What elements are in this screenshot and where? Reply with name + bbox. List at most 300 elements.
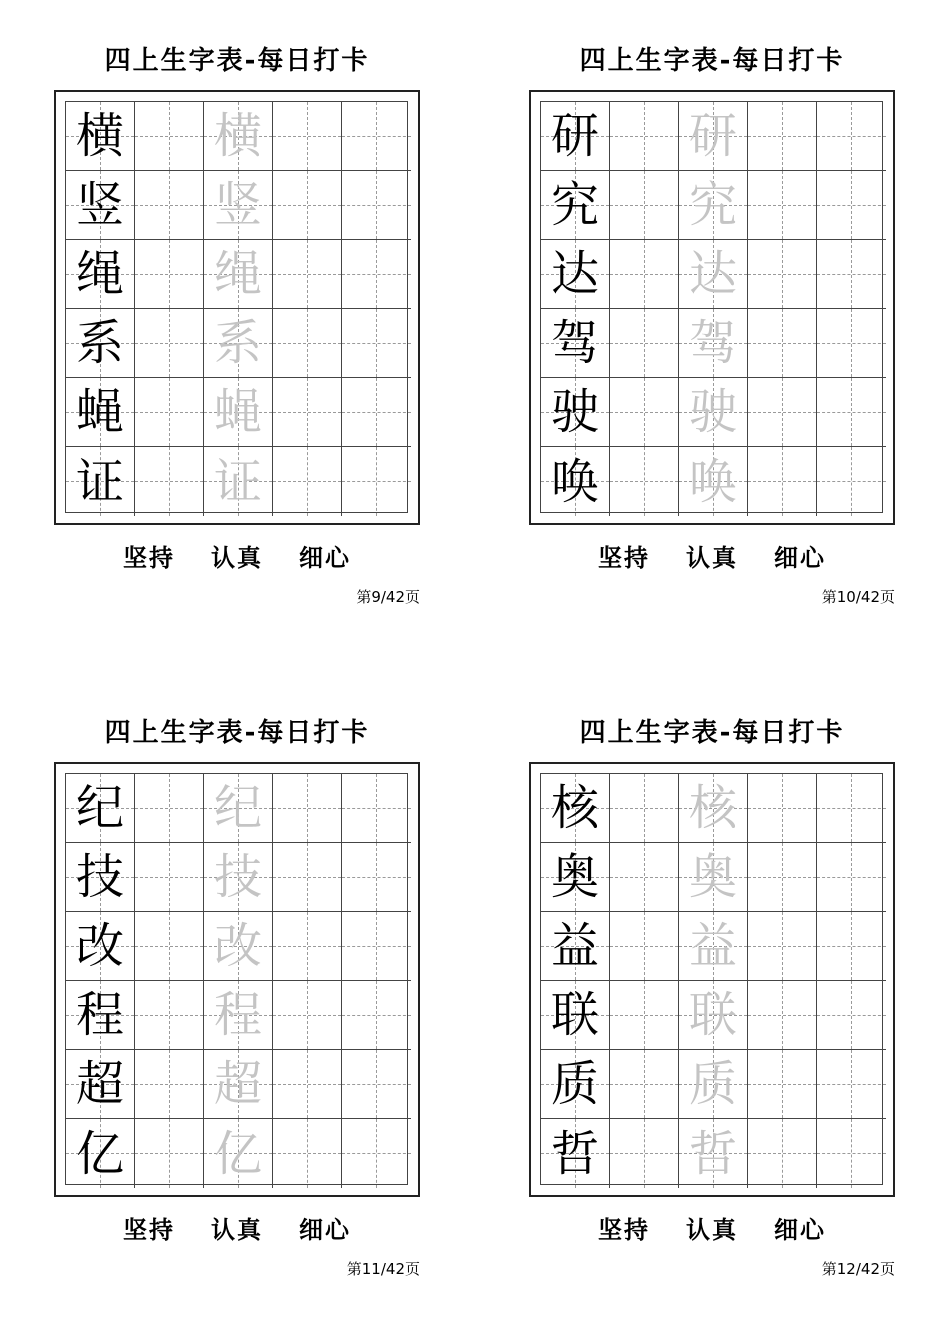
- blank-practice-cell: [135, 378, 204, 447]
- guide-line-horizontal: [817, 808, 886, 809]
- blank-practice-cell: [748, 447, 817, 516]
- blank-practice-cell: [135, 1050, 204, 1119]
- model-character: 程: [75, 987, 124, 1043]
- grid-row: [541, 240, 882, 309]
- model-character: 技: [75, 849, 124, 905]
- guide-line-horizontal: [748, 412, 816, 413]
- practice-sheet: [54, 0, 420, 606]
- model-character: 达: [550, 246, 599, 302]
- blank-practice-cell: [610, 378, 679, 447]
- guide-line-horizontal: [273, 1153, 341, 1154]
- blank-practice-cell: [342, 309, 411, 378]
- motto-word: 认真: [211, 1216, 263, 1244]
- blank-practice-cell: [748, 774, 817, 843]
- trace-character: 唤: [688, 453, 737, 510]
- guide-line-horizontal: [273, 274, 341, 275]
- blank-practice-cell: [135, 171, 204, 240]
- model-cell: [541, 912, 610, 981]
- trace-cell: [679, 309, 748, 378]
- model-cell: [66, 309, 135, 378]
- blank-practice-cell: [135, 843, 204, 912]
- trace-cell: [204, 912, 273, 981]
- grid-row: [66, 309, 407, 378]
- model-cell: [541, 843, 610, 912]
- blank-practice-cell: [817, 447, 886, 516]
- blank-practice-cell: [610, 447, 679, 516]
- trace-cell: [679, 171, 748, 240]
- grid-row: [66, 1119, 407, 1188]
- trace-cell: [679, 912, 748, 981]
- guide-line-horizontal: [342, 274, 411, 275]
- grid-row: [66, 240, 407, 309]
- guide-line-horizontal: [748, 481, 816, 482]
- trace-cell: [679, 774, 748, 843]
- blank-practice-cell: [273, 378, 342, 447]
- blank-practice-cell: [817, 843, 886, 912]
- guide-line-horizontal: [817, 412, 886, 413]
- guide-line-horizontal: [748, 946, 816, 947]
- trace-character: 究: [688, 177, 737, 233]
- guide-line-horizontal: [135, 1153, 203, 1154]
- guide-line-horizontal: [610, 343, 678, 344]
- practice-sheet: [529, 672, 895, 1278]
- sheet-title: 四上生字表-每日打卡: [104, 46, 370, 76]
- guide-line-horizontal: [817, 481, 886, 482]
- guide-line-horizontal: [273, 946, 341, 947]
- blank-practice-cell: [817, 240, 886, 309]
- guide-line-horizontal: [342, 1015, 411, 1016]
- trace-character: 质: [688, 1056, 737, 1112]
- guide-line-horizontal: [273, 412, 341, 413]
- practice-grid: [65, 101, 408, 513]
- trace-cell: [679, 447, 748, 516]
- blank-practice-cell: [273, 309, 342, 378]
- model-cell: [66, 171, 135, 240]
- blank-practice-cell: [610, 171, 679, 240]
- model-character: 改: [75, 918, 124, 974]
- trace-character: 联: [688, 987, 737, 1043]
- blank-practice-cell: [135, 102, 204, 171]
- trace-cell: [204, 171, 273, 240]
- grid-row: [541, 1050, 882, 1119]
- guide-line-horizontal: [817, 205, 886, 206]
- grid-row: [66, 102, 407, 171]
- grid-row: [541, 309, 882, 378]
- model-character: 奥: [550, 849, 599, 905]
- blank-practice-cell: [273, 240, 342, 309]
- model-character: 系: [75, 315, 124, 371]
- practice-sheet: [54, 672, 420, 1278]
- guide-line-horizontal: [748, 1084, 816, 1085]
- motto-word: 坚持: [598, 1216, 650, 1244]
- blank-practice-cell: [273, 774, 342, 843]
- blank-practice-cell: [135, 981, 204, 1050]
- guide-line-horizontal: [273, 808, 341, 809]
- guide-line-horizontal: [610, 481, 678, 482]
- model-cell: [541, 309, 610, 378]
- guide-line-horizontal: [273, 136, 341, 137]
- blank-practice-cell: [817, 1119, 886, 1188]
- blank-practice-cell: [273, 843, 342, 912]
- blank-practice-cell: [817, 171, 886, 240]
- guide-line-horizontal: [748, 1015, 816, 1016]
- model-character: 驾: [550, 315, 599, 371]
- guide-line-horizontal: [610, 877, 678, 878]
- blank-practice-cell: [817, 1050, 886, 1119]
- trace-cell: [679, 378, 748, 447]
- blank-practice-cell: [748, 912, 817, 981]
- trace-cell: [204, 102, 273, 171]
- grid-row: [66, 447, 407, 516]
- grid-row: [66, 843, 407, 912]
- model-cell: [66, 240, 135, 309]
- guide-line-horizontal: [273, 343, 341, 344]
- guide-line-horizontal: [342, 877, 411, 878]
- practice-grid-frame: [54, 90, 420, 525]
- blank-practice-cell: [135, 1119, 204, 1188]
- practice-grid-frame: [529, 90, 895, 525]
- trace-character: 核: [688, 780, 737, 836]
- trace-cell: [679, 843, 748, 912]
- guide-line-horizontal: [748, 877, 816, 878]
- blank-practice-cell: [342, 378, 411, 447]
- blank-practice-cell: [817, 378, 886, 447]
- trace-cell: [679, 1119, 748, 1188]
- blank-practice-cell: [135, 240, 204, 309]
- trace-character: 奥: [688, 849, 737, 905]
- trace-character: 驶: [688, 384, 737, 440]
- grid-row: [541, 774, 882, 843]
- blank-practice-cell: [610, 912, 679, 981]
- guide-line-horizontal: [817, 946, 886, 947]
- blank-practice-cell: [135, 309, 204, 378]
- guide-line-horizontal: [342, 808, 411, 809]
- grid-row: [541, 447, 882, 516]
- sheet-title: 四上生字表-每日打卡: [579, 718, 845, 748]
- grid-row: [541, 843, 882, 912]
- guide-line-horizontal: [610, 274, 678, 275]
- grid-row: [66, 171, 407, 240]
- blank-practice-cell: [610, 981, 679, 1050]
- grid-row: [541, 378, 882, 447]
- page-number: 第9/42页: [356, 588, 420, 606]
- blank-practice-cell: [610, 774, 679, 843]
- blank-practice-cell: [748, 102, 817, 171]
- model-character: 究: [550, 177, 599, 233]
- guide-line-horizontal: [748, 274, 816, 275]
- guide-line-horizontal: [135, 136, 203, 137]
- motto-word: 细心: [774, 1216, 826, 1244]
- guide-line-horizontal: [135, 412, 203, 413]
- trace-character: 蝇: [213, 384, 262, 440]
- guide-line-horizontal: [610, 946, 678, 947]
- model-character: 横: [75, 108, 124, 164]
- guide-line-horizontal: [342, 136, 411, 137]
- blank-practice-cell: [748, 309, 817, 378]
- blank-practice-cell: [610, 240, 679, 309]
- guide-line-horizontal: [273, 481, 341, 482]
- trace-cell: [204, 1050, 273, 1119]
- model-character: 驶: [550, 384, 599, 440]
- guide-line-horizontal: [273, 205, 341, 206]
- motto-word: 认真: [686, 544, 738, 572]
- page-number: 第12/42页: [821, 1260, 895, 1278]
- model-character: 亿: [75, 1125, 124, 1182]
- blank-practice-cell: [610, 1050, 679, 1119]
- guide-line-horizontal: [748, 136, 816, 137]
- motto-word: 细心: [299, 544, 351, 572]
- guide-line-horizontal: [135, 205, 203, 206]
- guide-line-horizontal: [135, 274, 203, 275]
- motto: [54, 538, 420, 572]
- guide-line-horizontal: [610, 136, 678, 137]
- model-character: 研: [550, 108, 599, 164]
- blank-practice-cell: [748, 171, 817, 240]
- trace-cell: [204, 843, 273, 912]
- guide-line-horizontal: [135, 1084, 203, 1085]
- guide-line-horizontal: [748, 808, 816, 809]
- guide-line-horizontal: [342, 412, 411, 413]
- blank-practice-cell: [135, 447, 204, 516]
- guide-line-horizontal: [610, 205, 678, 206]
- blank-practice-cell: [748, 981, 817, 1050]
- model-cell: [541, 981, 610, 1050]
- model-cell: [66, 1050, 135, 1119]
- guide-line-horizontal: [748, 1153, 816, 1154]
- model-cell: [541, 1050, 610, 1119]
- trace-character: 竖: [213, 177, 262, 233]
- model-cell: [541, 447, 610, 516]
- guide-line-horizontal: [135, 481, 203, 482]
- model-character: 唤: [550, 453, 599, 510]
- grid-row: [541, 912, 882, 981]
- practice-grid-frame: [54, 762, 420, 1197]
- blank-practice-cell: [342, 1119, 411, 1188]
- trace-cell: [679, 102, 748, 171]
- model-character: 质: [550, 1056, 599, 1112]
- blank-practice-cell: [342, 981, 411, 1050]
- practice-grid: [540, 773, 883, 1185]
- grid-row: [66, 378, 407, 447]
- trace-cell: [679, 981, 748, 1050]
- motto-word: 认真: [686, 1216, 738, 1244]
- blank-practice-cell: [748, 378, 817, 447]
- trace-cell: [204, 981, 273, 1050]
- blank-practice-cell: [273, 1119, 342, 1188]
- trace-character: 改: [213, 918, 262, 974]
- trace-character: 程: [213, 987, 262, 1043]
- grid-row: [66, 1050, 407, 1119]
- guide-line-horizontal: [610, 1153, 678, 1154]
- model-cell: [541, 774, 610, 843]
- model-cell: [541, 240, 610, 309]
- grid-row: [66, 912, 407, 981]
- trace-character: 横: [213, 108, 262, 164]
- motto-word: 细心: [774, 544, 826, 572]
- model-character: 益: [550, 918, 599, 974]
- guide-line-horizontal: [273, 1015, 341, 1016]
- practice-grid: [540, 101, 883, 513]
- page-number: 第10/42页: [821, 588, 895, 606]
- guide-line-horizontal: [748, 205, 816, 206]
- trace-cell: [679, 240, 748, 309]
- guide-line-horizontal: [135, 946, 203, 947]
- blank-practice-cell: [342, 1050, 411, 1119]
- guide-line-horizontal: [342, 481, 411, 482]
- guide-line-horizontal: [817, 1084, 886, 1085]
- grid-row: [66, 981, 407, 1050]
- guide-line-horizontal: [610, 1084, 678, 1085]
- trace-character: 超: [213, 1056, 262, 1112]
- guide-line-horizontal: [610, 808, 678, 809]
- motto-word: 坚持: [598, 544, 650, 572]
- guide-line-horizontal: [610, 412, 678, 413]
- motto-word: 认真: [211, 544, 263, 572]
- trace-cell: [204, 1119, 273, 1188]
- trace-character: 哲: [688, 1125, 737, 1182]
- guide-line-horizontal: [342, 343, 411, 344]
- trace-character: 系: [213, 315, 262, 371]
- trace-cell: [204, 447, 273, 516]
- trace-cell: [204, 240, 273, 309]
- model-character: 联: [550, 987, 599, 1043]
- blank-practice-cell: [342, 102, 411, 171]
- model-character: 超: [75, 1056, 124, 1112]
- blank-practice-cell: [610, 309, 679, 378]
- guide-line-horizontal: [273, 877, 341, 878]
- blank-practice-cell: [817, 912, 886, 981]
- guide-line-horizontal: [610, 1015, 678, 1016]
- model-cell: [66, 102, 135, 171]
- guide-line-horizontal: [817, 877, 886, 878]
- trace-character: 技: [213, 849, 262, 905]
- trace-cell: [204, 309, 273, 378]
- model-cell: [541, 171, 610, 240]
- model-cell: [66, 447, 135, 516]
- practice-grid: [65, 773, 408, 1185]
- model-character: 证: [75, 453, 124, 510]
- grid-row: [541, 981, 882, 1050]
- trace-character: 益: [688, 918, 737, 974]
- model-cell: [541, 102, 610, 171]
- blank-practice-cell: [748, 843, 817, 912]
- blank-practice-cell: [135, 774, 204, 843]
- trace-character: 绳: [213, 246, 262, 302]
- blank-practice-cell: [135, 912, 204, 981]
- model-cell: [66, 1119, 135, 1188]
- trace-character: 证: [213, 453, 262, 510]
- blank-practice-cell: [610, 102, 679, 171]
- guide-line-horizontal: [342, 205, 411, 206]
- model-character: 纪: [75, 780, 124, 836]
- blank-practice-cell: [342, 843, 411, 912]
- grid-row: [541, 1119, 882, 1188]
- blank-practice-cell: [273, 912, 342, 981]
- model-character: 蝇: [75, 384, 124, 440]
- blank-practice-cell: [748, 240, 817, 309]
- trace-cell: [679, 1050, 748, 1119]
- guide-line-horizontal: [342, 1153, 411, 1154]
- blank-practice-cell: [273, 102, 342, 171]
- model-cell: [541, 378, 610, 447]
- guide-line-horizontal: [342, 946, 411, 947]
- motto: [529, 1210, 895, 1244]
- motto: [529, 538, 895, 572]
- blank-practice-cell: [610, 1119, 679, 1188]
- blank-practice-cell: [748, 1119, 817, 1188]
- blank-practice-cell: [817, 981, 886, 1050]
- motto-word: 坚持: [123, 1216, 175, 1244]
- model-cell: [66, 843, 135, 912]
- trace-cell: [204, 774, 273, 843]
- blank-practice-cell: [817, 774, 886, 843]
- blank-practice-cell: [273, 447, 342, 516]
- blank-practice-cell: [342, 912, 411, 981]
- blank-practice-cell: [610, 843, 679, 912]
- model-character: 绳: [75, 246, 124, 302]
- blank-practice-cell: [817, 102, 886, 171]
- guide-line-horizontal: [817, 136, 886, 137]
- grid-row: [66, 774, 407, 843]
- model-character: 竖: [75, 177, 124, 233]
- trace-cell: [204, 378, 273, 447]
- blank-practice-cell: [817, 309, 886, 378]
- sheet-title: 四上生字表-每日打卡: [579, 46, 845, 76]
- sheet-title: 四上生字表-每日打卡: [104, 718, 370, 748]
- blank-practice-cell: [748, 1050, 817, 1119]
- guide-line-horizontal: [817, 1015, 886, 1016]
- trace-character: 达: [688, 246, 737, 302]
- motto-word: 细心: [299, 1216, 351, 1244]
- blank-practice-cell: [273, 171, 342, 240]
- guide-line-horizontal: [273, 1084, 341, 1085]
- guide-line-horizontal: [817, 274, 886, 275]
- motto: [54, 1210, 420, 1244]
- trace-character: 研: [688, 108, 737, 164]
- trace-character: 亿: [213, 1125, 262, 1182]
- blank-practice-cell: [342, 240, 411, 309]
- guide-line-horizontal: [748, 343, 816, 344]
- grid-row: [541, 102, 882, 171]
- model-cell: [66, 378, 135, 447]
- blank-practice-cell: [342, 447, 411, 516]
- guide-line-horizontal: [817, 343, 886, 344]
- model-cell: [541, 1119, 610, 1188]
- practice-sheet: [529, 0, 895, 606]
- trace-character: 纪: [213, 780, 262, 836]
- page-number: 第11/42页: [346, 1260, 420, 1278]
- model-character: 核: [550, 780, 599, 836]
- guide-line-horizontal: [135, 1015, 203, 1016]
- motto-word: 坚持: [123, 544, 175, 572]
- guide-line-horizontal: [135, 877, 203, 878]
- trace-character: 驾: [688, 315, 737, 371]
- model-cell: [66, 774, 135, 843]
- model-cell: [66, 912, 135, 981]
- blank-practice-cell: [273, 1050, 342, 1119]
- model-character: 哲: [550, 1125, 599, 1182]
- blank-practice-cell: [342, 171, 411, 240]
- practice-grid-frame: [529, 762, 895, 1197]
- grid-row: [541, 171, 882, 240]
- guide-line-horizontal: [135, 343, 203, 344]
- blank-practice-cell: [342, 774, 411, 843]
- blank-practice-cell: [273, 981, 342, 1050]
- model-cell: [66, 981, 135, 1050]
- guide-line-horizontal: [817, 1153, 886, 1154]
- guide-line-horizontal: [135, 808, 203, 809]
- guide-line-horizontal: [342, 1084, 411, 1085]
